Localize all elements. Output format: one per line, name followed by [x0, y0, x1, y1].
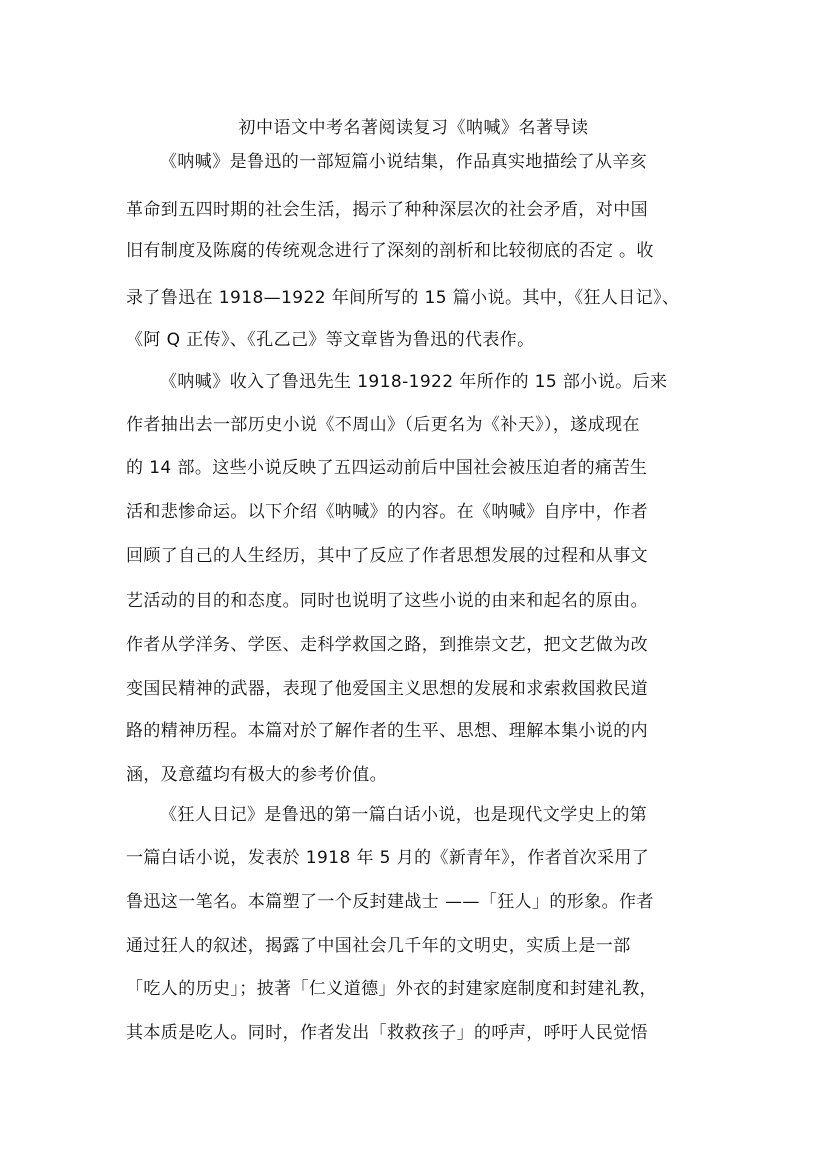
paragraph-line: 回顾了自己的人生经历，其中了反应了作者思想发展的过程和从事文 — [126, 546, 648, 566]
paragraph-line: 一篇白话小说，发表於 1918 年 5 月的《新青年》，作者首次采用了 — [126, 848, 650, 868]
paragraph-line: 「吃人的历史」；披著「仁义道德」外衣的封建家庭制度和封建礼教， — [126, 979, 657, 999]
paragraph-line: 路的精神历程。本篇对於了解作者的生平、思想、理解本集小说的内 — [126, 721, 648, 741]
paragraph-line: 涵，及意蕴均有极大的参考价值。 — [126, 765, 387, 785]
paragraph-line: 《呐喊》收入了鲁迅先生 1918-1922 年所作的 15 部小说。后来 — [160, 372, 668, 392]
document-title: 初中语文中考名著阅读复习《呐喊》名著导读 — [238, 118, 589, 138]
paragraph-line: 的 14 部。这些小说反映了五四运动前后中国社会被压迫者的痛苦生 — [126, 458, 648, 478]
paragraph-line: 旧有制度及陈腐的传统观念进行了深刻的剖析和比较彻底的否定 。收 — [126, 241, 654, 261]
paragraph-line: 变国民精神的武器，表现了他爱国主义思想的发展和求索救国救民道 — [126, 679, 648, 699]
paragraph-line: 作者从学洋务、学医、走科学救国之路，到推崇文艺，把文艺做为改 — [126, 635, 648, 655]
paragraph-line: 《阿 Q 正传》、《孔乙己》等文章皆为鲁迅的代表作。 — [126, 330, 535, 350]
paragraph-line: 作者抽出去一部历史小说《不周山》（后更名为《补天》），遂成现在 — [126, 415, 640, 435]
paragraph-line: 鲁迅这一笔名。本篇塑了一个反封建战士 ——「狂人」的形象。作者 — [126, 892, 654, 912]
paragraph-line: 其本质是吃人。同时，作者发出「救救孩子」的呼声，呼吁人民觉悟 — [126, 1023, 648, 1043]
paragraph-line: 录了鲁迅在 1918—1922 年间所写的 15 篇小说。其中，《狂人日记》、 — [126, 288, 680, 308]
paragraph-line: 《呐喊》是鲁迅的一部短篇小说结集，作品真实地描绘了从辛亥 — [160, 152, 648, 172]
paragraph-line: 革命到五四时期的社会生活，揭示了种种深层次的社会矛盾，对中国 — [126, 200, 648, 220]
paragraph-line: 《狂人日记》是鲁迅的第一篇白话小说，也是现代文学史上的第 — [160, 805, 648, 825]
paragraph-line: 艺活动的目的和态度。同时也说明了这些小说的由来和起名的原由。 — [126, 591, 648, 611]
paragraph-line: 通过狂人的叙述，揭露了中国社会几千年的文明史，实质上是一部 — [126, 936, 631, 956]
paragraph-line: 活和悲惨命运。以下介绍《呐喊》的内容。在《呐喊》自序中，作者 — [126, 502, 648, 522]
